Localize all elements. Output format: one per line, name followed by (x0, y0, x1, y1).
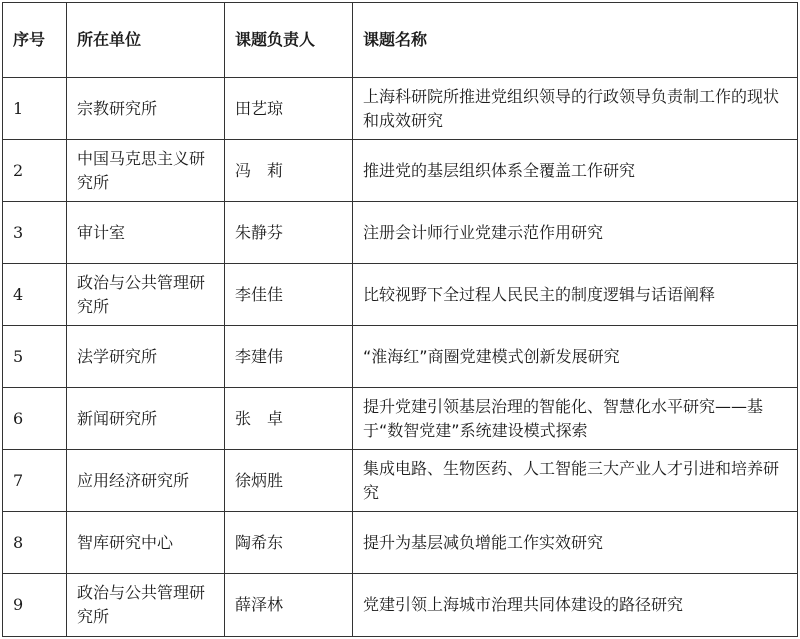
row-unit: 应用经济研究所 (67, 450, 225, 512)
table-header-row (3, 3, 798, 78)
row-leader: 陶希东 (225, 512, 353, 574)
row-title: 提升党建引领基层治理的智能化、智慧化水平研究——基于“数智党建”系统建设模式探索 (353, 388, 798, 450)
row-no: 9 (3, 574, 67, 637)
table-row (3, 140, 798, 202)
row-no: 8 (3, 512, 67, 574)
row-no: 6 (3, 388, 67, 450)
row-title: 党建引领上海城市治理共同体建设的路径研究 (353, 574, 798, 637)
table-row (3, 512, 798, 574)
row-title: 提升为基层减负增能工作实效研究 (353, 512, 798, 574)
row-no: 3 (3, 202, 67, 264)
row-title: 推进党的基层组织体系全覆盖工作研究 (353, 140, 798, 202)
header-title: 课题名称 (353, 3, 798, 78)
row-leader: 徐炳胜 (225, 450, 353, 512)
row-unit: 法学研究所 (67, 326, 225, 388)
row-title: 集成电路、生物医药、人工智能三大产业人才引进和培养研究 (353, 450, 798, 512)
table-row (3, 388, 798, 450)
row-leader: 张 卓 (225, 388, 353, 450)
header-unit: 所在单位 (67, 3, 225, 78)
header-no: 序号 (3, 3, 67, 78)
table-row (3, 202, 798, 264)
header-leader: 课题负责人 (225, 3, 353, 78)
row-leader: 薛泽林 (225, 574, 353, 637)
row-unit: 政治与公共管理研究所 (67, 574, 225, 637)
table-row (3, 450, 798, 512)
table-row (3, 326, 798, 388)
row-no: 2 (3, 140, 67, 202)
row-title: “淮海红”商圈党建模式创新发展研究 (353, 326, 798, 388)
row-title: 上海科研院所推进党组织领导的行政领导负责制工作的现状和成效研究 (353, 78, 798, 140)
table-row (3, 78, 798, 140)
table-row (3, 264, 798, 326)
table-row (3, 574, 798, 637)
row-no: 1 (3, 78, 67, 140)
row-no: 5 (3, 326, 67, 388)
row-leader: 李建伟 (225, 326, 353, 388)
research-topics-table (2, 2, 798, 637)
row-title: 注册会计师行业党建示范作用研究 (353, 202, 798, 264)
row-unit: 政治与公共管理研究所 (67, 264, 225, 326)
row-unit: 智库研究中心 (67, 512, 225, 574)
row-no: 7 (3, 450, 67, 512)
row-unit: 中国马克思主义研究所 (67, 140, 225, 202)
row-leader: 田艺琼 (225, 78, 353, 140)
row-unit: 审计室 (67, 202, 225, 264)
row-no: 4 (3, 264, 67, 326)
row-leader: 冯 莉 (225, 140, 353, 202)
row-unit: 新闻研究所 (67, 388, 225, 450)
row-unit: 宗教研究所 (67, 78, 225, 140)
row-leader: 朱静芬 (225, 202, 353, 264)
row-title: 比较视野下全过程人民民主的制度逻辑与话语阐释 (353, 264, 798, 326)
row-leader: 李佳佳 (225, 264, 353, 326)
